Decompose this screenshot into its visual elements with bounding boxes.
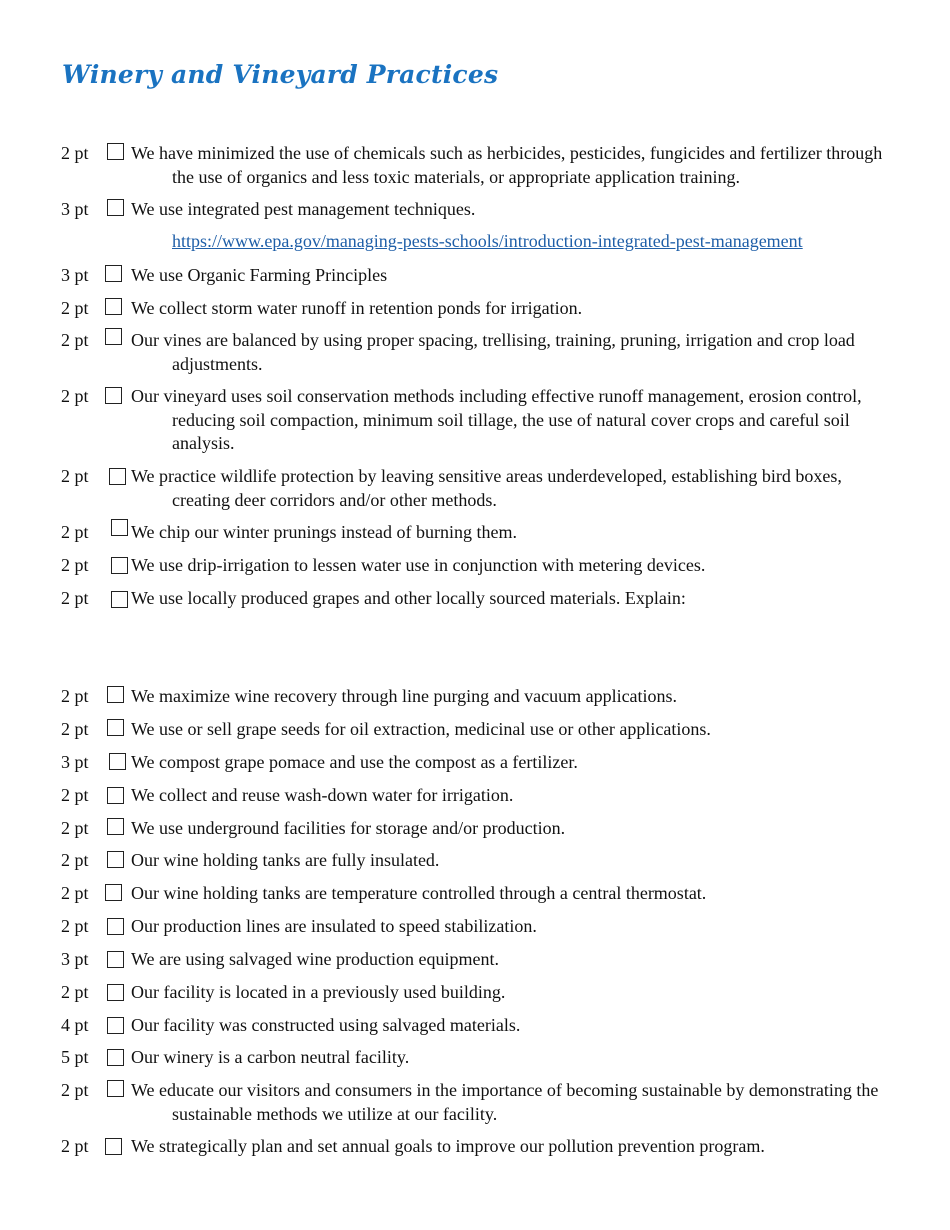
practice-text: We practice wildlife protection by leaving sensitive areas underdeveloped, establishing bird boxes, creating deer corridors and/or other methods. [131,466,842,510]
points-label: 2 pt [61,719,89,739]
points-label: 2 pt [61,850,89,870]
checkbox[interactable] [107,818,124,835]
checkbox[interactable] [107,1017,124,1034]
practice-text: Our winery is a carbon neutral facility. [131,1047,410,1067]
practice-text: We use underground facilities for storage and/or production. [131,818,566,838]
points-label: 2 pt [61,1080,89,1100]
points-label: 2 pt [61,555,89,575]
checkbox[interactable] [107,143,124,160]
points-label: 2 pt [61,386,89,406]
checkbox[interactable] [107,686,124,703]
points-label: 2 pt [61,785,89,805]
practice-text: Our wine holding tanks are fully insulated. [131,850,440,870]
page-title: Winery and Vineyard Practices [62,60,499,89]
checkbox[interactable] [107,787,124,804]
checkbox[interactable] [107,951,124,968]
points-label: 2 pt [61,522,89,542]
points-label: 2 pt [61,588,89,608]
points-label: 3 pt [61,949,89,969]
practice-text: We strategically plan and set annual goals to improve our pollution prevention program. [131,1136,765,1156]
practice-text: We collect storm water runoff in retention ponds for irrigation. [131,298,583,318]
checkbox[interactable] [107,199,124,216]
practice-text: We have minimized the use of chemicals such as herbicides, pesticides, fungicides and fertilizer through the use of organics and less toxic materials, or appropriate application training. [131,143,883,187]
practice-text: We chip our winter prunings instead of burning them. [131,522,517,542]
practice-text: We use integrated pest management techniques. [131,199,476,219]
points-label: 4 pt [61,1015,89,1035]
practice-text: We use locally produced grapes and other locally sourced materials. Explain: [131,588,686,608]
checkbox[interactable] [109,468,126,485]
checkbox[interactable] [111,519,128,536]
points-label: 3 pt [61,752,89,772]
checkbox[interactable] [107,1080,124,1097]
practice-text: Our vineyard uses soil conservation methods including effective runoff management, erosion control, reducing soil compaction, minimum soil tillage, the use of natural cover crops and careful soil analysis. [131,386,862,453]
checkbox[interactable] [111,591,128,608]
points-label: 5 pt [61,1047,89,1067]
checkbox[interactable] [105,884,122,901]
practice-text: Our facility is located in a previously used building. [131,982,506,1002]
checkbox[interactable] [111,557,128,574]
practice-text: We use Organic Farming Principles [131,265,388,285]
practice-text: Our wine holding tanks are temperature controlled through a central thermostat. [131,883,707,903]
practice-text: We use or sell grape seeds for oil extraction, medicinal use or other applications. [131,719,711,739]
checkbox[interactable] [105,1138,122,1155]
points-label: 2 pt [61,818,89,838]
checkbox[interactable] [105,265,122,282]
points-label: 2 pt [61,686,89,706]
checkbox[interactable] [105,298,122,315]
checkbox[interactable] [109,753,126,770]
points-label: 2 pt [61,143,89,163]
points-label: 2 pt [61,330,89,350]
points-label: 3 pt [61,199,89,219]
points-label: 2 pt [61,883,89,903]
practice-text: Our facility was constructed using salvaged materials. [131,1015,521,1035]
practice-text: Our vines are balanced by using proper spacing, trellising, training, pruning, irrigation and crop load adjustments. [131,330,855,374]
checkbox[interactable] [107,984,124,1001]
checkbox[interactable] [107,851,124,868]
ipm-link[interactable]: https://www.epa.gov/managing-pests-schools/introduction-integrated-pest-management [172,231,803,251]
practice-text: We maximize wine recovery through line purging and vacuum applications. [131,686,678,706]
checkbox[interactable] [105,387,122,404]
practice-text: Our production lines are insulated to speed stabilization. [131,916,537,936]
checkbox[interactable] [105,328,122,345]
practice-text: We use drip-irrigation to lessen water use in conjunction with metering devices. [131,555,706,575]
checkbox[interactable] [107,1049,124,1066]
points-label: 2 pt [61,298,89,318]
points-label: 2 pt [61,982,89,1002]
practice-text: We educate our visitors and consumers in the importance of becoming sustainable by demonstrating the sustainable methods we utilize at our facility. [131,1080,879,1124]
practice-text: We collect and reuse wash-down water for irrigation. [131,785,514,805]
checkbox[interactable] [107,918,124,935]
points-label: 2 pt [61,916,89,936]
practice-text: We are using salvaged wine production equipment. [131,949,499,969]
points-label: 2 pt [61,466,89,486]
points-label: 2 pt [61,1136,89,1156]
points-label: 3 pt [61,265,89,285]
checkbox[interactable] [107,719,124,736]
practice-text: We compost grape pomace and use the compost as a fertilizer. [131,752,578,772]
